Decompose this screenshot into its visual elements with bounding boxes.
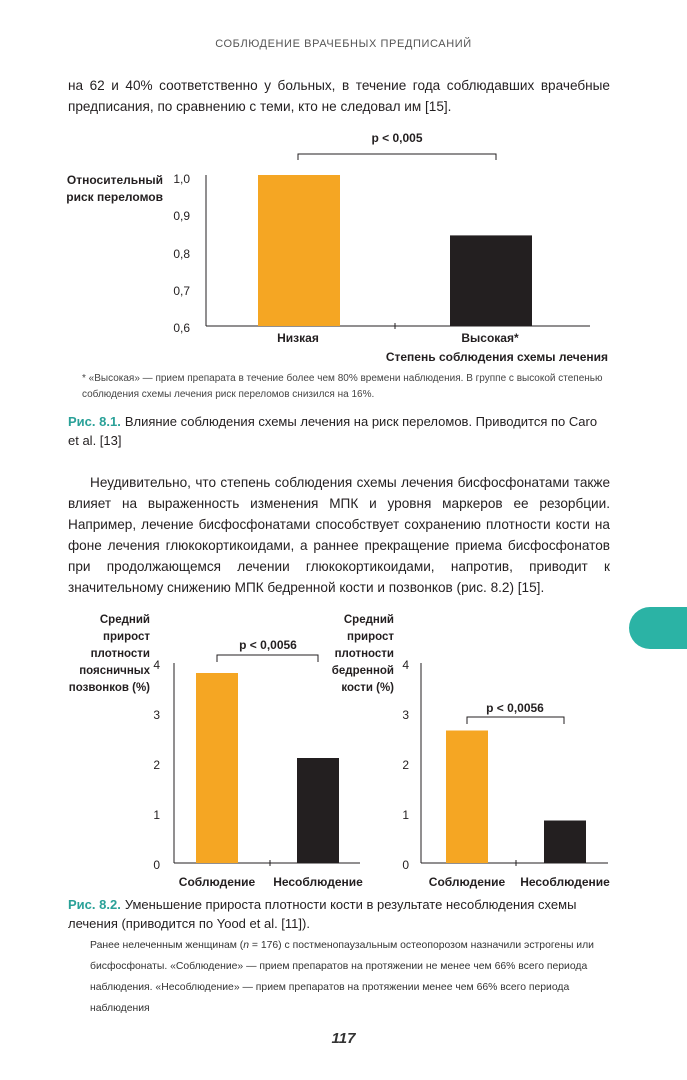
ylabel-line: прирост xyxy=(103,631,150,643)
bar-right-compliance xyxy=(446,731,488,864)
x-label-noncompliance: Несоблюдение xyxy=(273,875,363,889)
y-tick-label: 1 xyxy=(402,808,409,822)
x-label-compliance: Соблюдение xyxy=(178,875,256,889)
bar-left-noncompliance xyxy=(297,758,339,863)
figure-8-2-chart xyxy=(0,605,687,895)
y-tick-label: 4 xyxy=(402,658,409,672)
ylabel-line: Относительный xyxy=(66,173,163,187)
y-tick-label: 0,6 xyxy=(173,321,190,335)
ylabel-line: плотности xyxy=(90,648,150,660)
ylabel-line: риск переломов xyxy=(66,190,163,204)
bar-right-noncompliance xyxy=(544,821,586,864)
figure-8-1-footnote: * «Высокая» — прием препарата в течение более чем 80% времени наблюдения. В группе с высокой степенью соблюдения схемы лечения риск переломов снизился на 16%. xyxy=(82,373,603,400)
figure-8-2-left-ylabel xyxy=(69,614,151,694)
page-number: 117 xyxy=(331,1030,356,1047)
figure-8-1-chart xyxy=(0,120,687,370)
ylabel-line: позвонков (%) xyxy=(68,682,150,694)
caption-text: Влияние соблюдения схемы лечения на риск переломов. Приводится по Caro et al. [13] xyxy=(68,414,598,448)
y-tick-label: 0 xyxy=(402,858,409,872)
ylabel-line: Средний xyxy=(343,614,394,626)
y-tick-label: 0 xyxy=(153,858,160,872)
paragraph-2: Неудивительно, что степень соблюдения схемы лечения бисфосфонатами также влияет на выраженность изменения МПК и уровня маркеров ее резорбции. Например, лечение бисфосфонатами способствует сохранению плотности кости на фоне лечения глюкокортикоидами, а раннее прекращение приема бисфосфонатов при продолжающемся лечении глюкокортикоидами, напротив, приводит к значительному снижению МПК бедренной кости и позвонков (рис. 8.2) [15]. xyxy=(68,475,610,595)
significance-label: p < 0,0056 xyxy=(239,638,297,652)
note-part-2: = 176) с постменопаузальным остеопорозом назначили эстрогены или бисфосфонаты. «Соблюдение» — прием препаратов на протяжении не менее чем 66% всего периода наблюдения. «Несоблюдение» — прием препаратов на протяжении менее чем 66% всего периода наблюдения xyxy=(90,940,594,1014)
y-tick-label: 2 xyxy=(153,758,160,772)
y-tick-label: 0,7 xyxy=(173,284,190,298)
ylabel-line: плотности xyxy=(334,648,394,660)
bar-high-compliance xyxy=(450,235,532,326)
ylabel-line: поясничных xyxy=(79,665,150,677)
ylabel-line: Средний xyxy=(99,614,150,626)
y-tick-label: 0,9 xyxy=(173,209,190,223)
running-head: СОБЛЮДЕНИЕ ВРАЧЕБНЫХ ПРЕДПИСАНИЙ xyxy=(215,38,472,50)
figure-8-2-note xyxy=(90,935,610,1019)
significance-label: p < 0,0056 xyxy=(486,701,544,715)
left-y-ticks xyxy=(153,658,160,872)
note-n-italic: n xyxy=(243,940,249,951)
y-tick-label: 1 xyxy=(153,808,160,822)
figure-8-2-right-ylabel xyxy=(332,614,395,694)
x-label-low: Низкая xyxy=(277,331,319,345)
y-tick-label: 3 xyxy=(402,708,409,722)
bar-left-compliance xyxy=(196,673,238,863)
y-tick-label: 1,0 xyxy=(173,172,190,186)
paragraph-1: на 62 и 40% соответственно у больных, в течение года соблюдавших врачебные предписания, по сравнению с теми, кто не следовал им [15]. xyxy=(68,78,610,114)
caption-label: Рис. 8.2. xyxy=(68,897,121,912)
figure-8-1-caption xyxy=(68,412,610,450)
ylabel-line: кости (%) xyxy=(341,682,394,694)
x-label-compliance: Соблюдение xyxy=(428,875,506,889)
y-tick-label: 2 xyxy=(402,758,409,772)
right-y-ticks xyxy=(402,658,409,872)
figure-8-1-ylabel xyxy=(66,173,163,204)
significance-label: p < 0,005 xyxy=(371,131,423,145)
y-tick-label: 3 xyxy=(153,708,160,722)
significance-bracket xyxy=(298,154,496,160)
figure-8-2-caption xyxy=(68,895,610,933)
y-tick-label: 0,8 xyxy=(173,247,190,261)
y-tick-label: 4 xyxy=(153,658,160,672)
x-axis-title: Степень соблюдения схемы лечения xyxy=(385,350,608,364)
caption-label: Рис. 8.1. xyxy=(68,414,121,429)
significance-bracket xyxy=(467,717,564,724)
ylabel-line: бедренной xyxy=(331,665,394,677)
chapter-tab xyxy=(629,607,687,649)
ylabel-line: прирост xyxy=(347,631,394,643)
y-ticks xyxy=(173,172,190,335)
note-part-1: Ранее нелеченным женщинам ( xyxy=(90,940,244,951)
x-label-high: Высокая* xyxy=(461,331,519,345)
bar-low-compliance xyxy=(258,175,340,326)
caption-text: Уменьшение прироста плотности кости в результате несоблюдения схемы лечения (приводится по Yood et al. [11]). xyxy=(68,897,577,931)
x-label-noncompliance: Несоблюдение xyxy=(520,875,610,889)
significance-bracket xyxy=(217,655,318,662)
